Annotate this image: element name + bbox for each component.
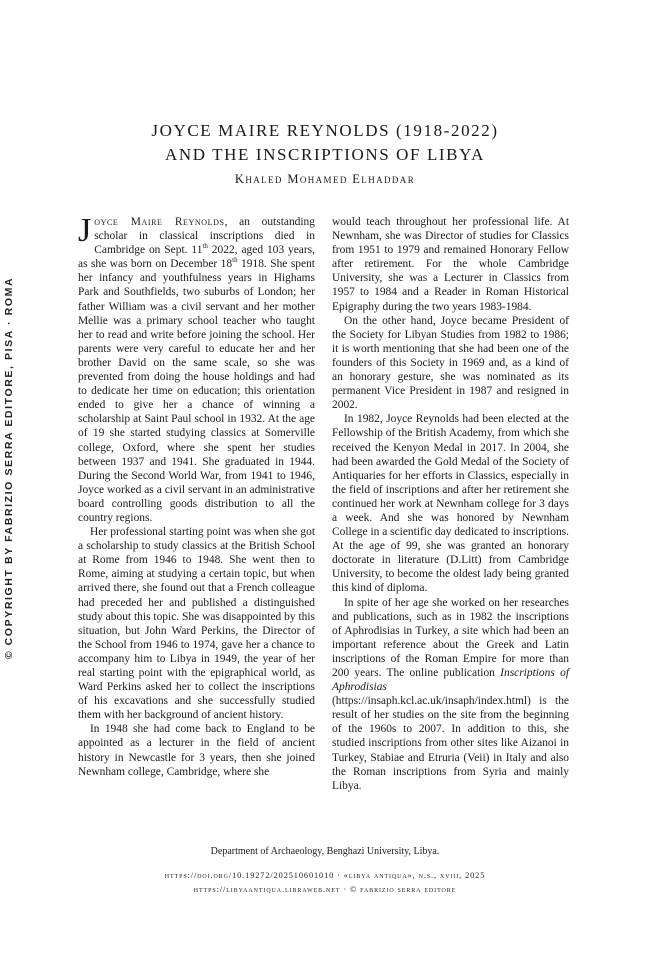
paragraph-text: 2022, aged 103 years, as she was born on December 18 xyxy=(78,244,315,271)
paragraph-text: , an outstanding scholar in classical inscriptions died in Cambridge on Sept. 11 xyxy=(94,216,315,257)
left-column xyxy=(78,212,315,779)
author-affiliation: Department of Archaeology, Benghazi University, Libya. xyxy=(210,846,440,857)
paragraph: On the other hand, Joyce became President of the Society for Libyan Studies from 1982 to 1986; it is worth mentioning that she had been one of the founders of this Society in 1969 and, as a kind of an honorary gesture, she was nominated as its permanent Vice President in 1987 and resigned in 2002. xyxy=(332,314,569,412)
paragraph: would teach throughout her professional life. At Newnham, she was Director of studies for Classics from 1951 to 1979 and remained Honorary Fellow after retirement. For the whole Cambridge University, she was a Lecturer in Classics from 1957 to 1984 and a Reader in Roman Historical Epigraphy during the two years 1983-1984. xyxy=(332,216,569,313)
superscript: th xyxy=(232,256,238,265)
article-title-line1: JOYCE MAIRE REYNOLDS (1918-2022) xyxy=(151,121,499,140)
right-column xyxy=(332,215,569,793)
website-line: https://libyaantiqua.libraweb.net · © fabrizio serra editore xyxy=(193,885,457,894)
copyright-text: © COPYRIGHT BY FABRIZIO SERRA EDITORE, PISA · ROMA xyxy=(3,276,15,660)
paragraph xyxy=(332,596,569,793)
doi-line: https://doi.org/10.19272/202510601010 · «libya antiqua», n.s., xviii, 2025 xyxy=(164,871,486,880)
paragraph xyxy=(78,212,315,525)
paragraph-text: In spite of her age she worked on her researches and publications, such as in 1982 the inscriptions of Aphrodisias in Turkey, a site which had been an important reference about the Greek and Latin inscriptions of the Roman Empire for more than 200 years. The online publication xyxy=(332,596,569,679)
copyright-sidebar xyxy=(2,0,16,959)
paragraph-text: 1918. She spent her infancy and youthfulness years in Highams Park and Southfields, two suburbs of London; her father William was a civil servant and her mother Mellie was a primary school teacher who taught her to read and write before joining the school. Her parents were very careful to educate her and her brother David on the same scale, so she was prevented from doing the house holdings and had to dedicate her time on education; this orientation ended to give her a chance of winning a scholarship at Saint Paul school in 1932. At the age of 19 she started studying classics at Somerville college, Oxford, where she spent her studies between 1937 and 1941. She graduated in 1944. During the Second World War, from 1941 to 1946, Joyce worked as a civil servant in an administrative board controlling goods distribution to all the country regions. xyxy=(78,258,315,524)
superscript: th xyxy=(202,242,208,251)
paragraph: In 1982, Joyce Reynolds had been elected at the Fellowship of the British Academy, from which she received the Kenyon Medal in 2017. In 2004, she had been awarded the Gold Medal of the Society of Antiquaries for her efforts in Classics, especially in the field of inscriptions and after her retirement she continued her work at Newnham college for 3 days a week. And she was honored by Newnham College in a scientific day dedicated to inscriptions. At the age of 99, she was granted an honorary doctorate in literature (D.Litt) from Cambridge University, to become the oldest lady being granted this kind of diploma. xyxy=(332,413,569,595)
paragraph-text: (https://insaph.kcl.ac.uk/insaph/index.html) is the result of her studies on the site from the beginning of the 1960s to 2007. In addition to this, she studied inscriptions from other sites like Aizanoi in Turkey, Stabiae and Etruria (Veii) in Italy and also the Roman inscriptions from Syria and mainly Libya. xyxy=(332,695,569,792)
article-title-line2: AND THE INSCRIPTIONS OF LIBYA xyxy=(165,145,485,164)
publication-title: Inscriptions of Aphrodisias xyxy=(332,667,569,694)
drop-cap: J xyxy=(78,212,92,249)
author-name-inline: oyce Maire Reynolds xyxy=(94,216,225,228)
paragraph: In 1948 she had come back to England to be appointed as a lecturer in the field of ancient history in Newcastle for 3 years, then she joined Newnham college, Cambridge, where she xyxy=(78,723,315,778)
author-name: Khaled Mohamed Elhaddar xyxy=(234,172,416,186)
paragraph: Her professional starting point was when she got a scholarship to study classics at the British School at Rome from 1946 to 1948. She went then to Rome, aiming at studying a certain topic, but when arrived there, she found out that a French colleague had preceded her and published a distinguished study about this topic. She was disappointed by this situation, but John Ward Perkins, the Director of the School from 1946 to 1974, gave her a chance to accompany him to Libya in 1949, the year of her real starting point with the epigraphical world, as Ward Perkins asked her to collect the inscriptions of his excavations and she successfully studied them with her background of ancient history. xyxy=(78,526,315,722)
